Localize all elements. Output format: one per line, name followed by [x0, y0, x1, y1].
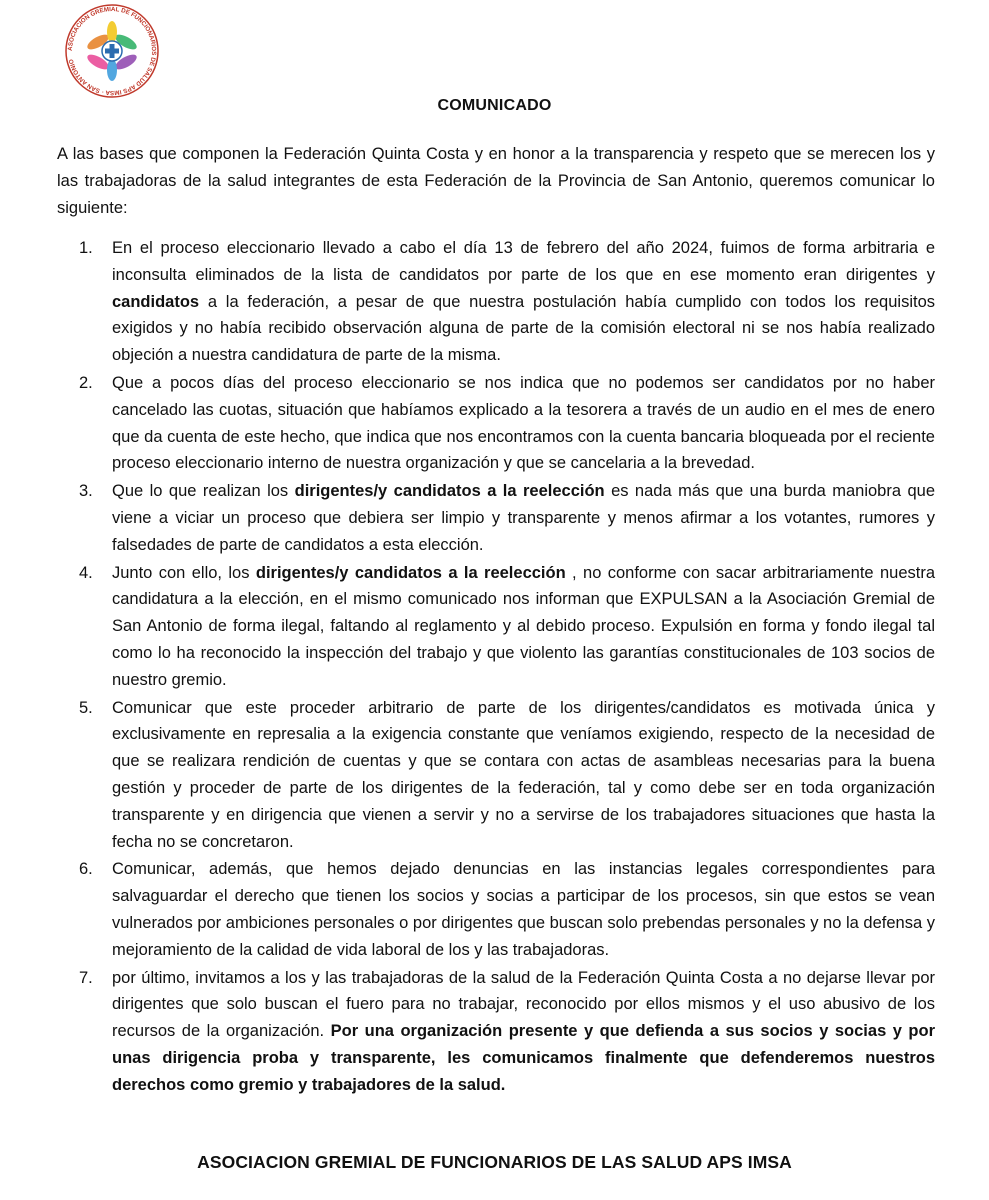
item-number: 2. — [79, 373, 93, 392]
item-text: Que lo que realizan los — [112, 482, 295, 501]
item-number: 7. — [79, 968, 93, 987]
item-bold-text: dirigentes/y candidatos a la reelección — [294, 482, 605, 501]
signature-footer: ASOCIACION GREMIAL DE FUNCIONARIOS DE LAS SALUD APS IMSA — [197, 1152, 792, 1172]
list-item — [57, 695, 935, 856]
item-text: Comunicar que este proceder arbitrario de parte de los dirigentes/candidatos es motivada única y exclusivamente en represalia a la exigencia constante que veníamos exigiendo, respecto de la necesidad de que se realizara rendición de cuentas y que se contara con actas de asambleas necesarias para la buena gestión y proceder de parte de los dirigentes de la federación, tal y como debe ser en toda organización transparente y en dirigencia que vienen a servir y no a servirse de los trabajadores situaciones que hasta la fecha no se concretaron. — [112, 698, 935, 851]
logo-ring-text: ASOCIACION GREMIAL DE FUNCIONARIOS DE SALUD APS IMSA · SAN ANTONIO — [66, 5, 158, 97]
item-bold-text: dirigentes/y candidatos a la reelección — [255, 563, 566, 582]
item-text-end: a la federación, a pesar de que nuestra postulación había cumplido con todos los requisitos exigidos y no había recibido observación alguna de parte de la comisión electoral ni se nos había realizado objeción a nuestra candidatura de parte de la misma. — [112, 292, 935, 365]
list-item — [57, 478, 935, 558]
list-item — [57, 560, 935, 694]
list-item — [57, 965, 935, 1099]
list-item — [57, 856, 935, 963]
item-text: Junto con ello, los — [112, 563, 256, 582]
item-text: Que a pocos días del proceso eleccionario se nos indica que no podemos ser candidatos por no haber cancelado las cuotas, situación que habíamos explicado a la tesorera a través de un audio en el mes de enero que da cuenta de este hecho, que indica que nos encontramos con la cuenta bancaria bloqueada por el reciente proceso eleccionario interno de nuestra organización y que se cancelaria a la brevedad. — [112, 373, 935, 473]
item-bold-text: candidatos — [112, 292, 200, 311]
item-text-end: es nada más que una burda maniobra que viene a viciar un proceso que debiera ser limpio y transparente y menos afirmar a los votantes, rumores y falsedades de parte de candidatos a esta elección. — [112, 482, 935, 554]
organization-logo — [58, 2, 166, 100]
item-text: Comunicar, además, que hemos dejado denuncias en las instancias legales correspondientes para salvaguardar el derecho que tienen los socios y socias a participar de los procesos, sin que estos se vean vulnerados por ambiciones personales o por dirigentes que buscan solo prebendas personales y no la defensa y mejoramiento de la calidad de vida laboral de los y las trabajadoras. — [112, 860, 935, 959]
item-number: 1. — [79, 239, 93, 257]
item-bold-text: Por una organización presente y que defienda a sus socios y socias y por unas dirigencia proba y transparente, les comunicamos finalmente que defenderemos nuestros derechos como gremio y trabajadores de la salud. — [112, 1022, 936, 1094]
item-number: 5. — [79, 698, 93, 717]
item-text-end: , no conforme con sacar arbitrariamente nuestra candidatura a la elección, en el mismo comunicado nos informan que EXPULSAN a la Asociación Gremial de San Antonio de forma ilegal, faltando al reglamento y al debido proceso. Expulsión en forma y fondo ilegal tal como lo ha reconocido la inspección del trabajo y que violento las garantías constitucionales de 103 socios de nuestro gremio. — [112, 563, 935, 689]
item-text: por último, invitamos a los y las trabajadoras de la salud de la Federación Quinta Costa a no dejarse llevar por dirigentes que solo buscan el fuero para no trabajar, reconocido por ellos mismos y el uso abusivo de los recursos de la organización. — [112, 968, 935, 1041]
item-number: 4. — [79, 563, 93, 582]
item-number: 3. — [79, 482, 93, 501]
list-item — [57, 370, 935, 477]
statement-list — [57, 235, 935, 1100]
item-number: 6. — [79, 860, 93, 879]
document-title: COMUNICADO — [437, 97, 552, 114]
list-item — [57, 235, 935, 369]
item-text: En el proceso eleccionario llevado a cabo el día 13 de febrero del año 2024, fuimos de forma arbitraria e inconsulta eliminados de la lista de candidatos por parte de los que en ese momento eran dirigentes y — [112, 239, 935, 284]
intro-paragraph: A las bases que componen la Federación Quinta Costa y en honor a la transparencia y respeto que se merecen los y las trabajadoras de la salud integrantes de esta Federación de la Provincia de San Antonio, queremos comunicar lo siguiente: — [57, 145, 935, 217]
